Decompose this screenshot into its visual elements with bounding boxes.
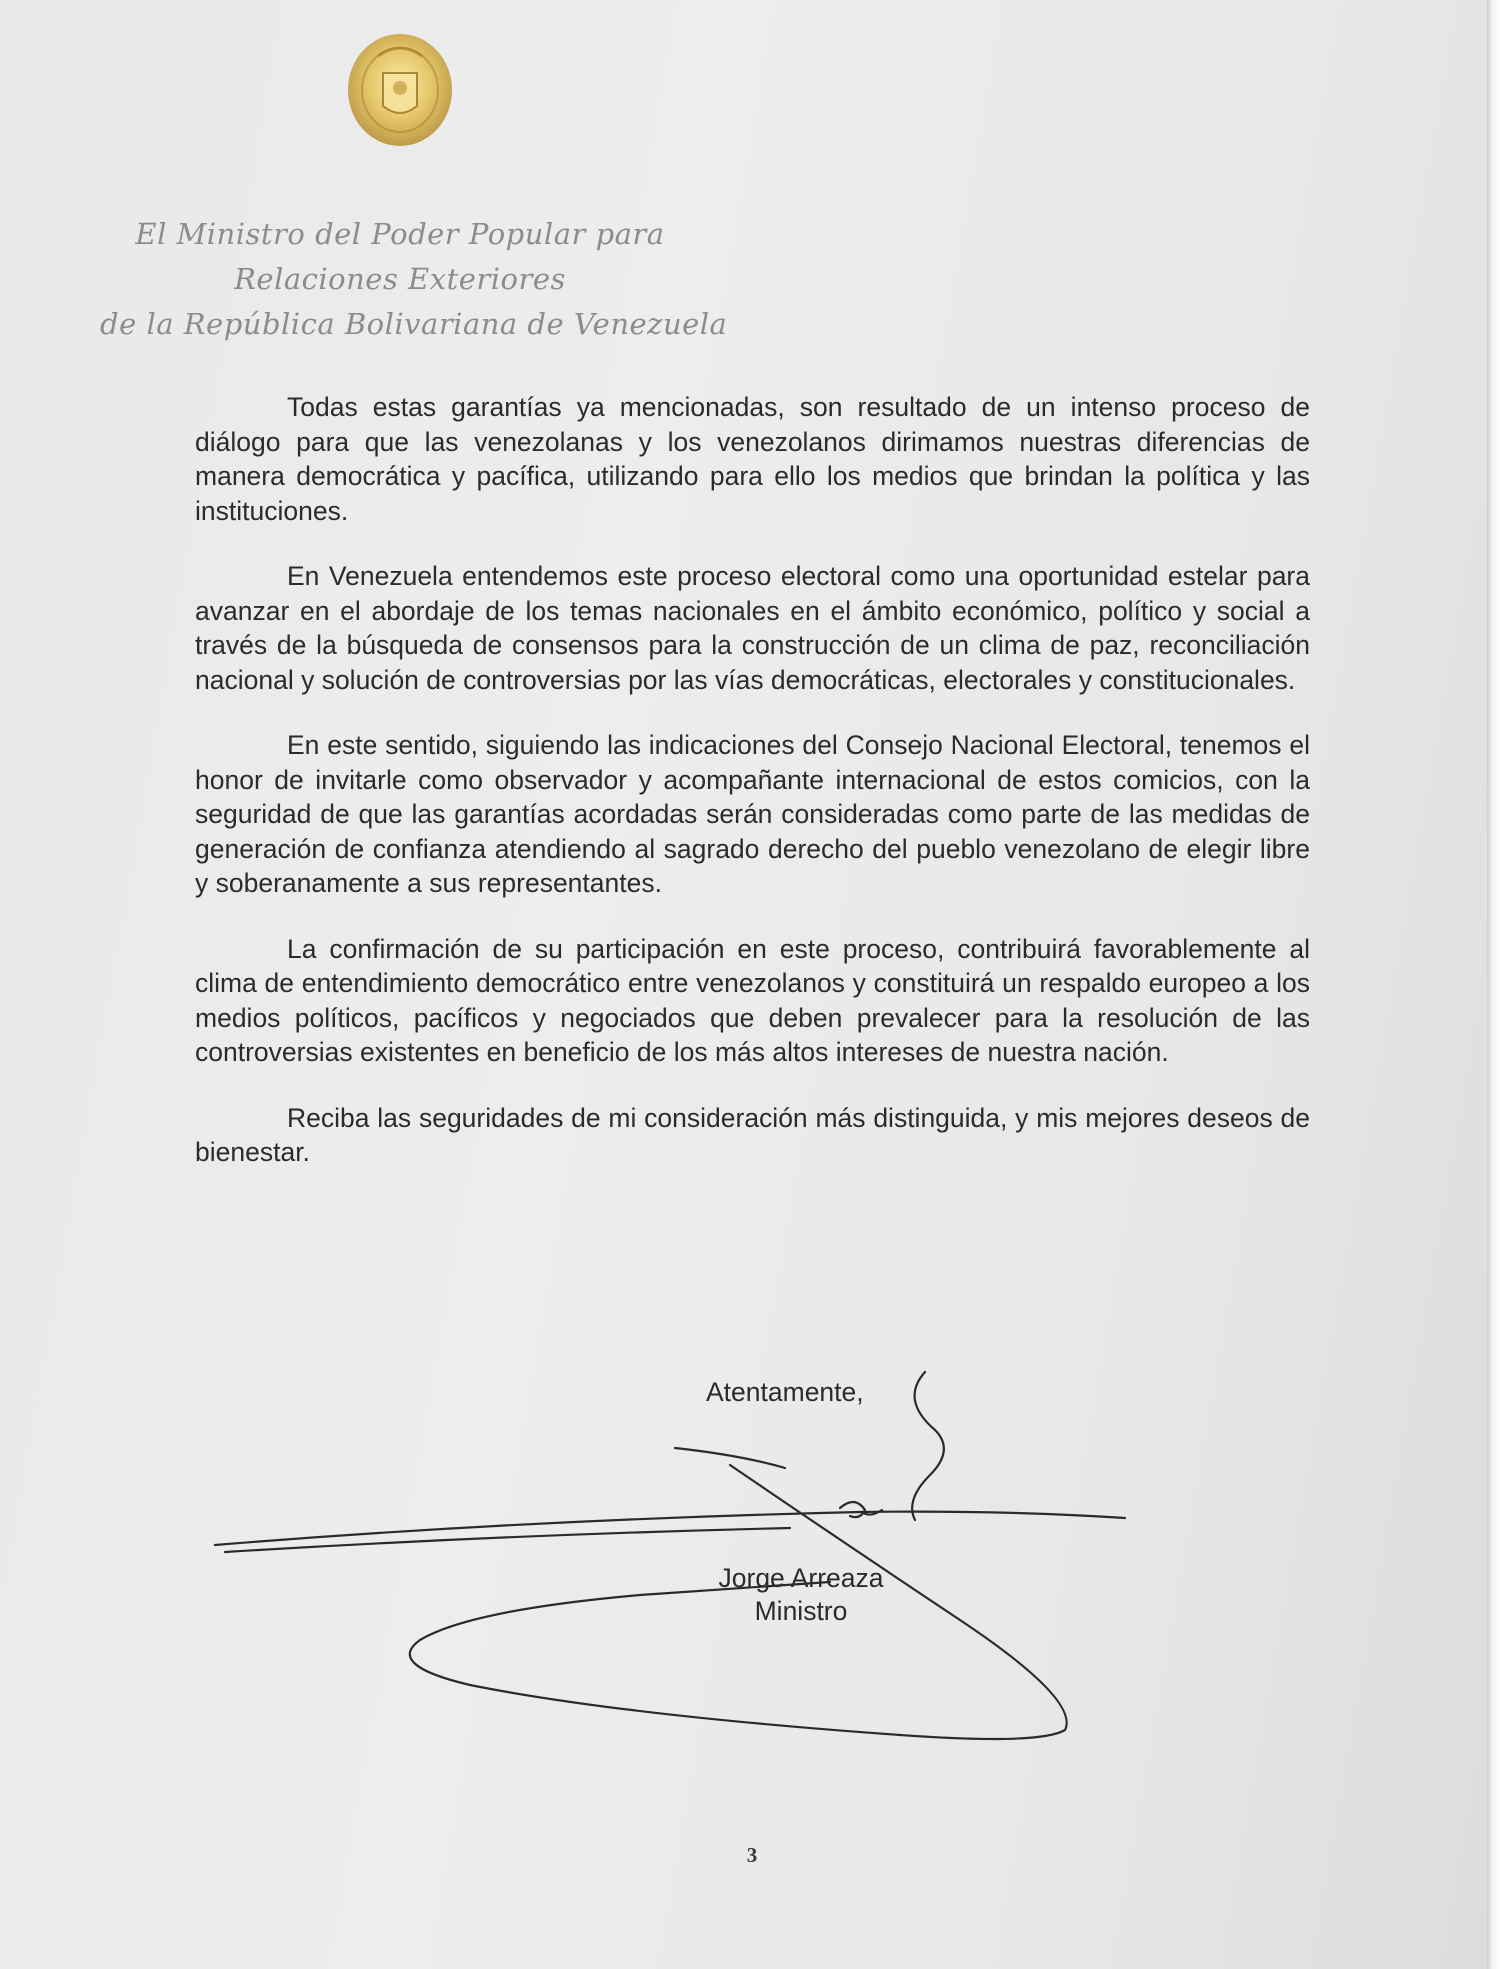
body-paragraph-2: En Venezuela entendemos este proceso electoral como una oportunidad estelar para avanzar en el abordaje de los temas nacionales en el ámbito económico, político y social a través de la búsqueda de consensos para la construcción de un clima de paz, reconciliación nacional y solución de controversias por las vías democráticas, electorales y constitucionales. [195,561,1310,695]
closing-salutation: Atentamente, [706,1377,864,1407]
letterhead [100,212,728,347]
signer-title: Ministro [754,1596,848,1626]
body-paragraph-5: Reciba las seguridades de mi consideración más distinguida, y mis mejores deseos de bienestar. [195,1102,1310,1167]
body-paragraph-3: En este sentido, siguiendo las indicaciones del Consejo Nacional Electoral, tenemos el honor de invitarle como observador y acompañante internacional de estos comicios, con la seguridad de que las garantías acordadas serán consideradas como parte de las medidas de generación de confianza atendiendo al sagrado derecho del pueblo venezolano de elegir libre y soberanamente a sus representantes. [195,730,1310,898]
signer-name: Jorge Arreaza [718,1563,884,1593]
letterhead-line-2: Relaciones Exteriores [234,262,566,296]
letterhead-line-3: de la República Bolivariana de Venezuela [100,307,728,341]
letterhead-line-1: El Ministro del Poder Popular para [135,217,665,251]
letter-body [195,390,1310,1201]
page-number: 3 [746,1843,758,1867]
body-paragraph-1: Todas estas garantías ya mencionadas, son resultado de un intenso proceso de diálogo para que las venezolanas y los venezolanos dirimamos nuestras diferencias de manera democrática y pacífica, utilizando para ello los medios que brindan la política y las instituciones. [195,392,1310,526]
handwritten-signature [0,1360,1500,1760]
coat-of-arms-seal-icon [343,28,458,150]
body-paragraph-4: La confirmación de su participación en este proceso, contribuirá favorablemente al clima de entendimiento democrático entre venezolanos y constituirá un respaldo europeo a los medios políticos, pacíficos y negociados que deben prevalecer para la resolución de las controversias existentes en beneficio de los más altos intereses de nuestra nación. [195,933,1310,1067]
